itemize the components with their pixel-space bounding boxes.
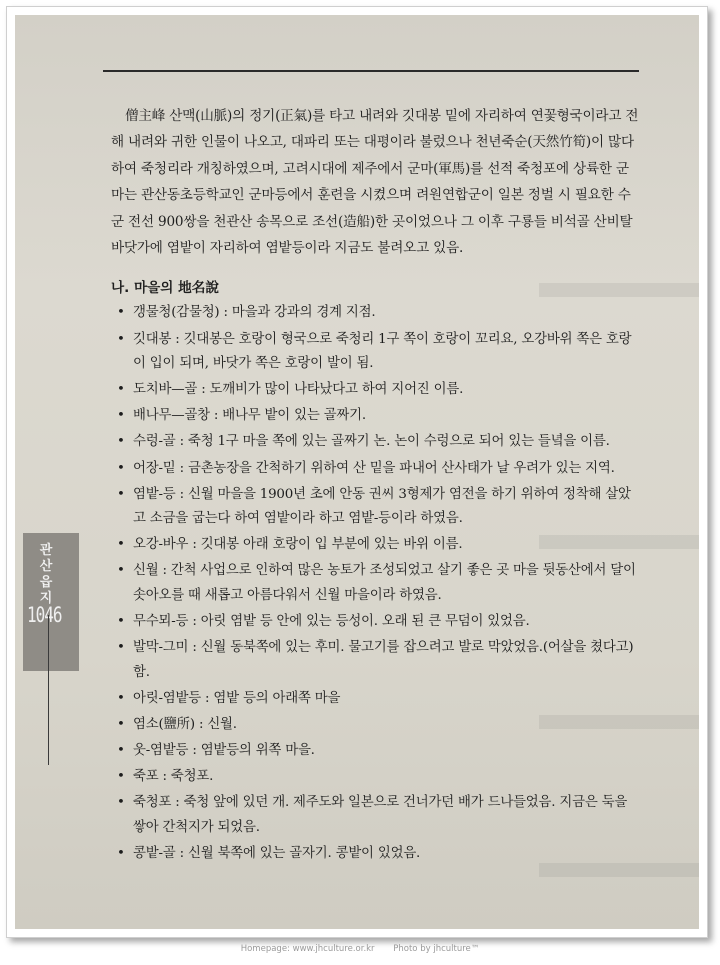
list-item (111, 559, 641, 608)
page-number: 1046 (27, 601, 62, 628)
bullet-icon: • (117, 769, 125, 785)
list-item (111, 328, 641, 377)
bullet-icon: • (117, 690, 125, 706)
bullet-icon: • (117, 331, 125, 347)
place-name-text: 배나무—골창 : 배나무 밭이 있는 골짜기. (133, 408, 366, 424)
footer (0, 944, 720, 954)
place-name-text: 깃대봉 : 깃대봉은 호랑이 형국으로 죽청리 1구 쪽이 호랑이 꼬리요, 오강바위 쪽은 호랑이 입이 되며, 바닷가 쪽은 호랑이 발이 됨. (133, 331, 632, 372)
place-name-text: 발막-그미 : 신월 동북쪽에 있는 후미. 물고기를 잡으려고 발로 막았었음.(어살을 쳤다고) 함. (133, 640, 634, 680)
list-item (111, 713, 641, 738)
place-name-text: 어장-밑 : 금촌농장을 간척하기 위하여 산 밑을 파내어 산사태가 날 우려가 있는 지역. (133, 460, 615, 476)
bullet-icon: • (117, 434, 125, 450)
place-name-text: 수렁-골 : 죽청 1구 마을 쪽에 있는 골짜기 논. 논이 수렁으로 되어 있는 들녘을 이름. (133, 434, 610, 450)
list-item (111, 842, 641, 867)
place-name-text: 아릿-염밭등 : 염밭 등의 아래쪽 마을 (133, 690, 341, 706)
place-name-text: 염밭-등 : 신월 마을을 1900년 초에 안동 권씨 3형제가 염전을 하기 위하여 정착해 살았고 소금을 굽는다 하여 염밭이라 하고 염밭-등이라 하였음. (133, 486, 631, 527)
place-name-text: 죽포 : 죽청포. (133, 769, 214, 785)
place-name-text: 염소(鹽所) : 신월. (133, 716, 237, 732)
book-page-photo (15, 15, 699, 929)
footer-homepage[interactable]: Homepage: www.jhculture.or.kr (240, 944, 375, 954)
list-item (111, 404, 641, 429)
place-name-list (111, 301, 641, 866)
bullet-icon: • (117, 795, 125, 811)
bullet-icon: • (117, 743, 125, 759)
list-item (111, 483, 641, 532)
side-tab (23, 533, 79, 671)
list-item (111, 739, 641, 764)
intro-paragraph: 僧主峰 산맥(山脈)의 정기(正氣)를 타고 내려와 깃대봉 밑에 자리하여 연꽃형국이라고 전해 내려와 귀한 인물이 나오고, 대파리 또는 대평이라 불렀으나 천년죽순(天然竹筍)이 많다 하여 죽청리라 개칭하였으며, 고려시대에 제주에서 군마(軍馬)를 선적 죽청포에 상륙한 군마는 관산동초등학교인 군마등에서 훈련을 시켰으며 려원연합군이 일본 정벌 시 필요한 수군 전선 900쌍을 천관산 송목으로 조선(造船)한 곳이었으나 그 이후 구룡들 비석골 산비탈 바닷가에 염밭이 자리하여 염밭등이라 지금도 불려오고 있음. (111, 108, 639, 257)
bullet-icon: • (117, 716, 125, 732)
bullet-icon: • (117, 640, 125, 656)
bullet-icon: • (117, 845, 125, 861)
list-item (111, 791, 641, 840)
list-item (111, 610, 641, 635)
side-rule (48, 615, 49, 765)
bullet-icon: • (117, 537, 125, 553)
header-rule (103, 70, 639, 72)
bullet-icon: • (117, 305, 125, 321)
list-item (111, 765, 641, 790)
list-item (111, 636, 641, 685)
place-name-text: 오강-바우 : 깃대봉 아래 호랑이 입 부분에 있는 바위 이름. (133, 537, 463, 553)
bullet-icon: • (117, 486, 125, 502)
place-name-text: 도치바—골 : 도깨비가 많이 나타났다고 하여 지어진 이름. (133, 382, 464, 398)
list-item (111, 687, 641, 712)
place-name-text: 갱물청(감물청) : 마을과 강과의 경계 지점. (133, 305, 376, 321)
place-name-text: 죽청포 : 죽청 앞에 있던 개. 제주도와 일본으로 건너가던 배가 드나들었음. 지금은 둑을 쌓아 간척지가 되었음. (133, 795, 628, 835)
place-name-text: 무수뫼-등 : 아릿 염밭 등 안에 있는 등성이. 오래 된 큰 무덤이 있었음. (133, 614, 530, 630)
page-content (111, 103, 641, 868)
bullet-icon: • (117, 408, 125, 424)
bullet-icon: • (117, 382, 125, 398)
bullet-icon: • (117, 614, 125, 630)
photo-frame (6, 6, 708, 938)
place-name-text: 콩밭-골 : 신월 북쪽에 있는 골자기. 콩밭이 있었음. (133, 845, 421, 861)
bullet-icon: • (117, 563, 125, 579)
list-item (111, 533, 641, 558)
list-item (111, 301, 641, 326)
book-title: 관산읍지 (39, 543, 53, 606)
list-item (111, 430, 641, 455)
footer-photo-credit: Photo by jhculture™ (393, 944, 480, 954)
list-item (111, 378, 641, 403)
list-item (111, 457, 641, 482)
place-name-text: 웃-염밭등 : 염밭등의 위쪽 마을. (133, 743, 315, 759)
place-name-text: 신월 : 간척 사업으로 인하여 많은 농토가 조성되었고 살기 좋은 곳 마을 뒷동산에서 달이 솟아오를 때 새롭고 아름다워서 신월 마을이라 하였음. (133, 563, 636, 603)
section-title: 나. 마을의 地名說 (111, 280, 219, 297)
bullet-icon: • (117, 460, 125, 476)
